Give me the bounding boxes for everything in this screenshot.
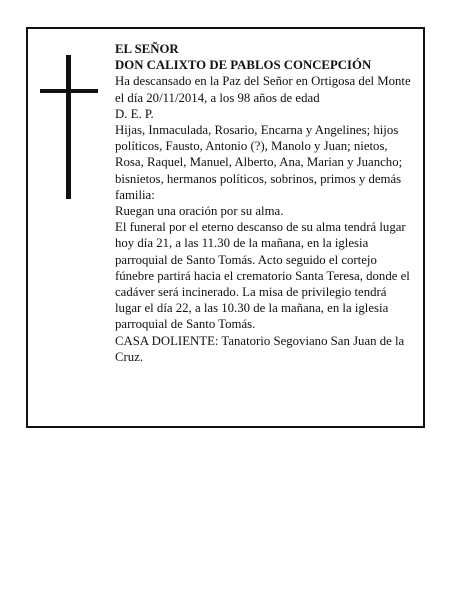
- notice-text: [115, 41, 415, 365]
- deceased-name: DON CALIXTO DE PABLOS CONCEPCIÓN: [115, 58, 372, 73]
- mourning-house: CASA DOLIENTE: Tanatorio Segoviano San Juan de la Cruz.: [115, 333, 405, 364]
- announcement-text: Ha descansado en la Paz del Señor en Ortigosa del Monte el día 20/11/2014, a los 98 años de edad: [115, 74, 411, 105]
- cross-horizontal-bar: [40, 89, 98, 93]
- cross-icon: [40, 55, 98, 199]
- cross-vertical-bar: [66, 55, 71, 199]
- prayer-request: Ruegan una oración por su alma.: [115, 204, 284, 219]
- title-line-1: EL SEÑOR: [115, 42, 179, 56]
- obituary-notice: [26, 27, 425, 428]
- family-list: Hijas, Inmaculada, Rosario, Encarna y Angelines; hijos políticos, Fausto, Antonio (?), Manolo y Juan; nietos, Rosa, Raquel, Manuel, Alberto, Ana, Marian y Juancho; bisnietos, hermanos políticos, sobrinos, primos y demás familia:: [115, 123, 403, 202]
- funeral-details: El funeral por el eterno descanso de su alma tendrá lugar hoy día 21, a las 11.30 de la mañana, en la iglesia parroquial de Santo Tomás. Acto seguido el cortejo fúnebre partirá hacia el crematorio Santa Teresa, donde el cadáver será incinerado. La misa de privilegio tendrá lugar el día 22, a las 10.30 de la mañana, en la iglesia parroquial de Santo Tomás.: [115, 220, 410, 332]
- rip-text: D. E. P.: [115, 106, 154, 121]
